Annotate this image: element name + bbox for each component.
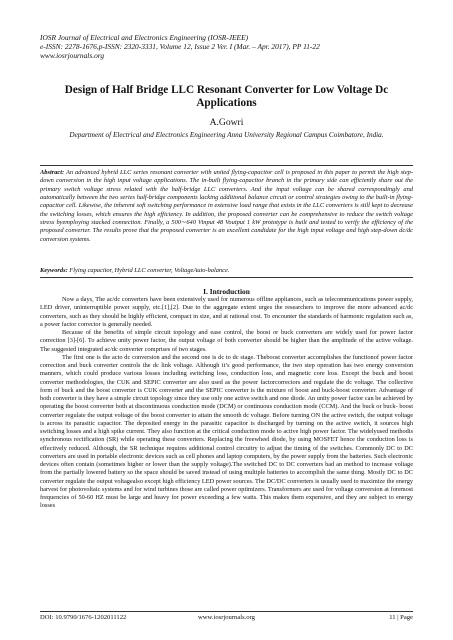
paper-title: Design of Half Bridge LLC Resonant Converter for Low Voltage Dc Applications <box>64 84 389 110</box>
footer-rule <box>40 611 413 612</box>
keywords-label: Keywords: <box>40 267 68 274</box>
issn-line: e-ISSN: 2278-1676,p-ISSN: 2320-3331, Volume 12, Issue 2 Ver. I (Mar. – Apr. 2017), PP 11-22 <box>40 42 320 52</box>
paragraph: Now a days, The ac/dc converters have been extensively used for numerous offline appliances, such as telecommunications power supply, LED driver, uninterruptible power supply, etc.[1],[2]. Due to the aggregate extent urges the researchers to improve the more advanced ac/dc converters, such as they should be highly efficient, compact in size, and at rational cost. To encounter the standards of harmonic regulation such as, a power factor corrector is generally needed. <box>40 296 413 328</box>
journal-website: www.iosrjournals.org <box>40 51 105 61</box>
author-affiliation: Department of Electrical and Electronics Engineering Anna University Regional Campus Coimbatore, India. <box>69 131 384 139</box>
page-number: 11 | Page <box>389 614 413 621</box>
abstract-text: An advanced hybrid LLC series resonant converter with united flying-capacitor cell is proposed in this paper to permit the high step-down conversion in the high input voltage applications. The in-built flying-capacitor branch in the primary side can efficiently share out the primary switch voltage stress related with the half-bridge LLC converters. And the input voltage can be shared correspondingly and automatically between the two series half-bridge components lacking additional balance circuit or control strategies owing to the built-in flying- capacitor cell. Likewise, the inherent soft switching performance in extensive load range that exists in the LLC converters is still kept to decrease the switching losses, which ensures the high efficiency. In addition, the proposed converter can be comprehensive to reduce the switch voltage stress byemploying stacked connection. Finally, a 500∼640 Vinput 48 Voutput 1 kW prototype is built and tested to verify the efficiency of the proposed converter. The results prove that the proposed converter is an excellent candidate for the high input voltage and high step-down dc/dc conversion systems. <box>40 169 413 243</box>
footer-doi: DOI: 10.9790/1676-1202011122 <box>40 614 127 621</box>
paragraph: The first one is the acto dc conversion and the second one is dc to dc stage. Theboost converter accomplishes the functionof power factor correction and buck converter controls the dc link voltage. Although it’s good performance, the two step operation has two energy conversion manners, which could produce various losses including switching loss, conduction loss, and magnetic core loss. Except the buck and boost converter methodologies, the CUK and SEPIC converter are also used as the power factorcorrectors and regulate the dc voltage. The collective form of buck and the boost converter is CUK converter and the SEPIC converter is the mixture of boost and buck-boost converter. Advantage of both converter is they have a simple circuit topology since they use only one active switch and one diode. An unity power factor can be achieved by operating the boost converter both at discontinuous conduction mode (DCM) or continuous conduction mode (CCM). And the buck or buck- boost converter regulate the output voltage of the boost converter to attain the smooth dc voltage. Before turning ON the active switch, the output voltage is across its parasitic capacitor. The deposited energy in the parasitic capacitor is discharged by turning on the active switch, it sources high switching losses and a high spike current. They also function at the critical conduction mode to active high power factor. The widelyused methodis synchronous rectification (SR) while operating these converters. Replacing the freewheel diode, by using MOSFET hence the conduction loss is effectively reduced. Although, the SR technique requires additional control circuitry to adjust the timing of the switches. Commonly DC to DC converters are used in portable electronic devices such as cell phones and laptop computers, by the power supply from the batteries. Such electronic devices often contain (sometimes higher or lower than the supply voltage).The switched DC to DC converters had an method to increase voltage from the partially lowered battery so the space should be saved instead of using multiple batteries to accomplish the same thing. Mostly DC to DC converter regulate the output voltagealso except high efficiency LED power sources. The DC/DC converters is usually used to maximize the energy harvest for photovoltaic systems and for wind turbines those are called power optimizers. Transformers are used for voltage conversion at foremost frequencies of 50-60 HZ must be large and heavy for power exceeding a few watts. This makes them expensive, and they are subject to energy losses <box>40 353 413 510</box>
abstract-bottom-rule <box>40 277 413 278</box>
abstract <box>40 169 413 244</box>
body-text <box>40 296 413 511</box>
section-heading: I. Introduction <box>203 287 250 296</box>
keywords <box>40 267 413 275</box>
abstract-top-rule <box>40 165 413 166</box>
author-name: A.Gowri <box>209 117 244 128</box>
footer-website: www.iosrjournals.org <box>198 614 255 621</box>
keywords-text: Flying capacitor, Hybrid LLC converter, VoltageAuto-balance. <box>67 267 230 274</box>
abstract-label: Abstract: <box>40 169 65 176</box>
paragraph: Because of the benefits of simple circuit topology and ease control, the boost or buck converters are widely used for power factor correction [3]-[6]. To achieve unity power factor, the output voltage of both converter should be higher than the amplitude of the active voltage. The suggested integrated ac/dc converter comprises of two stages. <box>40 329 413 353</box>
journal-name: IOSR Journal of Electrical and Electronics Engineering (IOSR-JEEE) <box>40 33 249 42</box>
journal-header <box>40 33 420 61</box>
